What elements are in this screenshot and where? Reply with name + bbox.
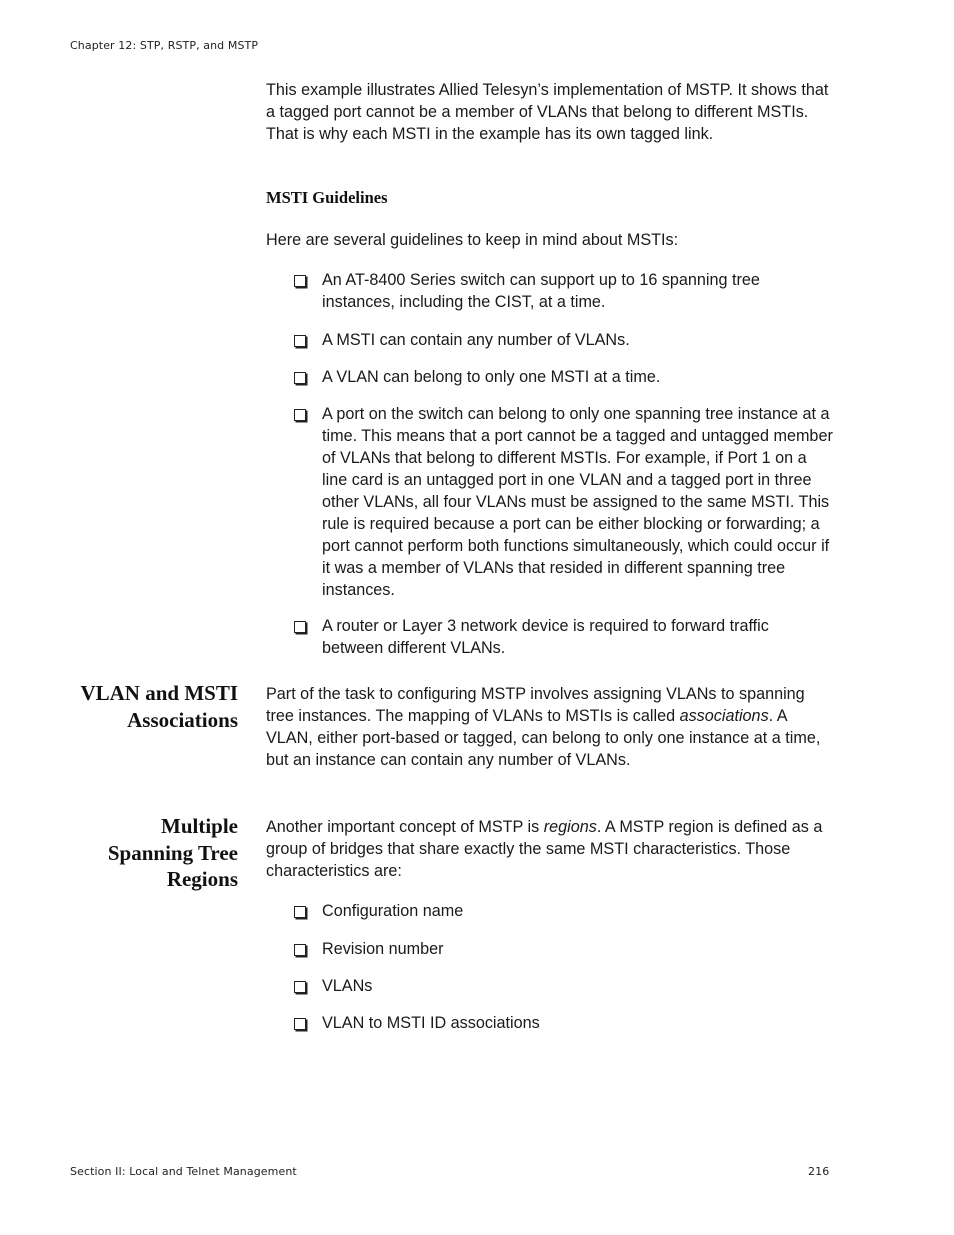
list-item [294,900,834,922]
list-item-text: A port on the switch can belong to only one spanning tree instance at a time. This means that a port cannot be a tagged and untagged member of VLANs that belong to different MSTIs. For example, if Port 1 on a line card is an untagged port in one VLAN and a tagged port in three other VLANs, all four VLANs must be assigned to the same MSTI. This rule is required because a port can be either blocking or forwarding; a port cannot perform both functions simultaneously, which could occur if it was a member of VLANs that resided in different spanning tree instances. [322,405,833,599]
list-item-text: Revision number [322,940,444,958]
heading-line: VLAN and MSTI [80,681,238,705]
checkbox-bullet-icon [294,1018,306,1030]
list-item [294,366,834,388]
emphasis-term: associations [679,707,769,725]
list-item-text: A VLAN can belong to only one MSTI at a time. [322,368,661,386]
checkbox-bullet-icon [294,275,306,287]
checkbox-bullet-icon [294,372,306,384]
list-item [294,403,834,601]
regions-paragraph [266,816,832,882]
checkbox-bullet-icon [294,409,306,421]
msti-guidelines-heading: MSTI Guidelines [266,188,388,207]
checkbox-bullet-icon [294,944,306,956]
heading-line: Spanning Tree [107,840,238,865]
text-run: Part of the task to configuring MSTP involves assigning VLANs to spanning tree instances. The mapping of VLANs to MSTIs is called [266,685,805,725]
intro-paragraph: This example illustrates Allied Telesyn’s implementation of MSTP. It shows that a tagged port cannot be a member of VLANs that belong to different MSTIs. That is why each MSTI in the example has its own tagged link. [266,81,829,143]
heading-line: Associations [127,707,238,732]
list-item-text: VLANs [322,977,373,995]
list-item [294,975,834,997]
list-item [294,938,834,960]
list-item [294,269,834,313]
text-run: . A VLAN, either port-based or tagged, can belong to only one instance at a time, but an instance can contain any number of VLANs. [266,707,821,769]
list-item-text: VLAN to MSTI ID associations [322,1014,540,1032]
list-item-text: A MSTI can contain any number of VLANs. [322,331,630,349]
list-item [294,615,834,659]
list-item-text: A router or Layer 3 network device is required to forward traffic between different VLANs. [322,617,769,657]
checkbox-bullet-icon [294,906,306,918]
heading-line: Multiple [161,814,238,838]
vlan-msti-associations-heading [48,680,238,733]
running-header: Chapter 12: STP, RSTP, and MSTP [70,39,259,52]
list-item [294,1012,834,1034]
msti-guidelines-lead: Here are several guidelines to keep in mind about MSTIs: [266,231,679,249]
list-item-text: An AT-8400 Series switch can support up to 16 spanning tree instances, including the CIST, at a time. [322,271,760,311]
page-number: 216 [808,1165,830,1178]
list-item-text: Configuration name [322,902,464,920]
checkbox-bullet-icon [294,981,306,993]
text-run: Another important concept of MSTP is [266,818,544,836]
multiple-spanning-tree-regions-heading [48,813,238,893]
running-footer-section: Section II: Local and Telnet Management [70,1165,297,1178]
text-run: . A MSTP region is defined as a group of bridges that share exactly the same MSTI characteristics. Those characteristics are: [266,818,823,880]
list-item [294,329,834,351]
vlan-msti-paragraph [266,683,832,771]
emphasis-term: regions [543,818,597,836]
heading-line: Regions [166,867,238,891]
checkbox-bullet-icon [294,335,306,347]
checkbox-bullet-icon [294,621,306,633]
